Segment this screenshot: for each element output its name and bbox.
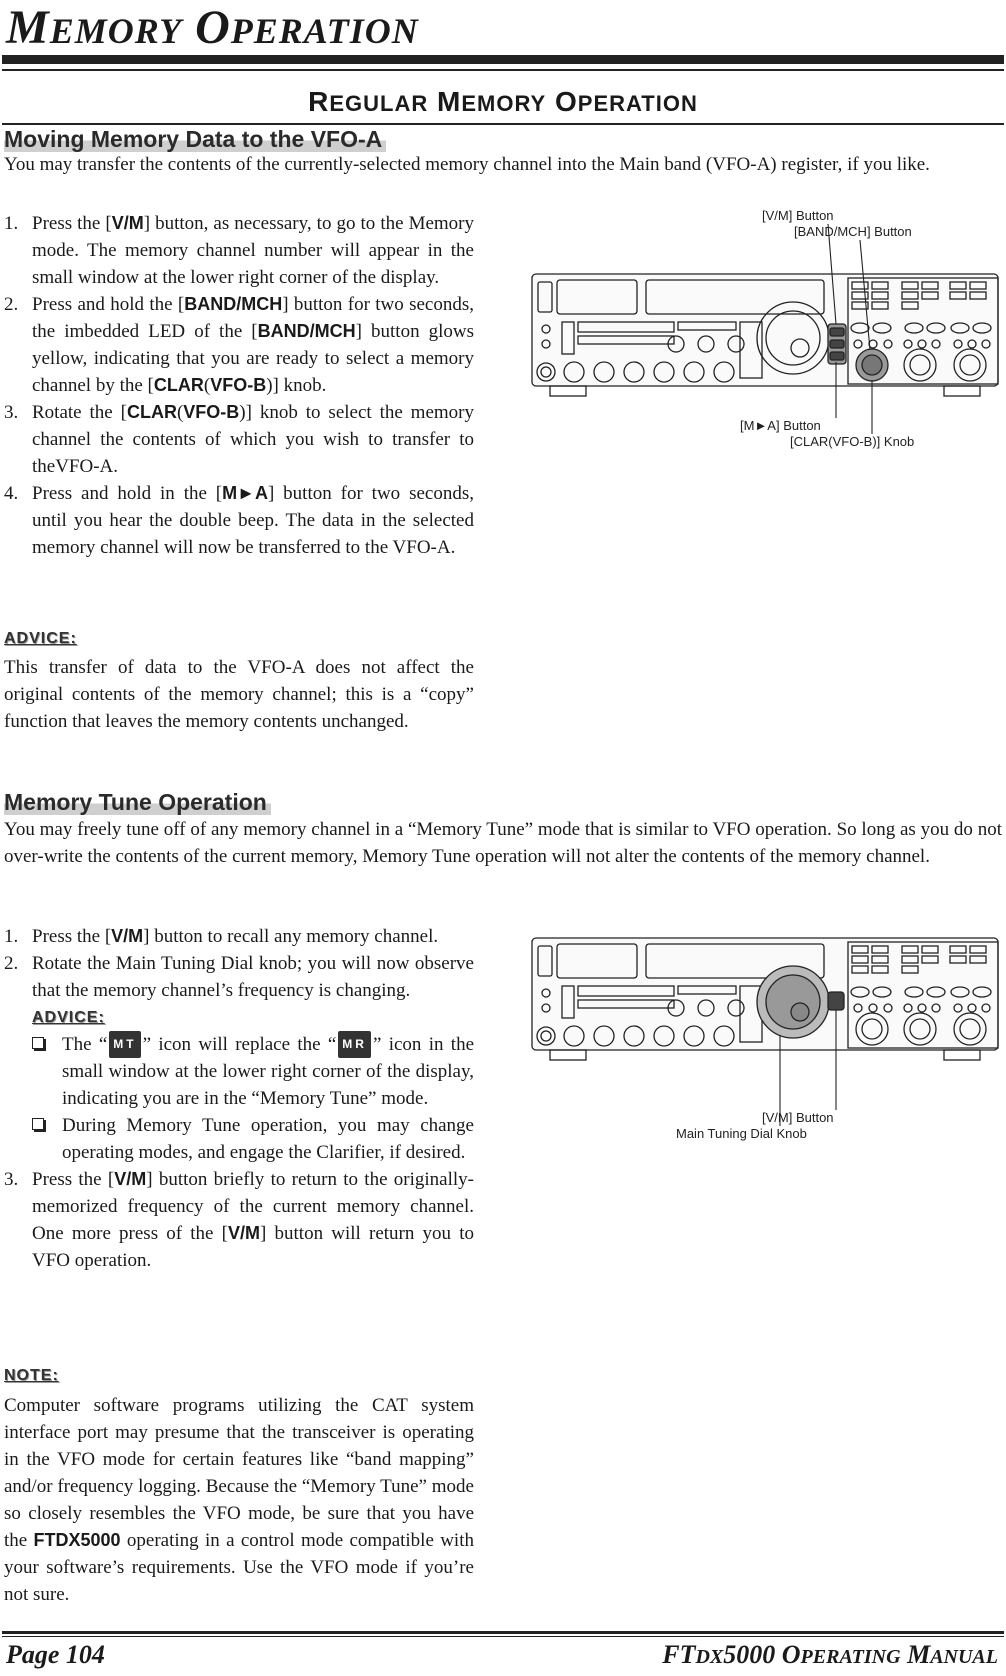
tune-note-text: Computer software programs utilizing the CAT system interface port may presume that the transceiver is operating in the VFO mode for certain features like “band mapping” and/or frequency logging. Because the “Memory Tune” mode so closely resembles the VFO mode, be sure that you have the FTDX5000 operating in a control mode compatible with your software’s requirements. Use the VFO mode if you’re not sure. [4, 1395, 474, 1605]
transceiver-figure-1 [530, 208, 1000, 482]
transceiver-drawing-1 [530, 212, 1000, 482]
checkbox-icon [32, 1118, 44, 1130]
tune-bullet-1: The “ MT ” icon will replace the “ MR ” icon in the small window at the lower right corner of the display, indicating you are in the “Memory Tune” mode. [32, 1031, 474, 1112]
tune-steps-3 [4, 1166, 474, 1274]
page-number: Page 104 [6, 1640, 105, 1669]
moving-step-2: 2. Press and hold the [BAND/MCH] button for two seconds, the imbedded LED of the [BAND/MCH] button glows yellow, indicating that you are ready to select a memory channel by the [CLAR(VFO-B)] knob. [4, 294, 474, 396]
tune-step-1: 1. Press the [V/M] button to recall any memory channel. [4, 926, 439, 947]
tune-note-label: NOTE: [4, 1367, 59, 1384]
mr-icon: MR [338, 1031, 371, 1058]
tune-advice-block [4, 1004, 474, 1166]
section-title: REGULAR MEMORY OPERATION [308, 86, 698, 117]
moving-advice-label: ADVICE: [4, 630, 77, 647]
figure1-vm-label: [V/M] Button [762, 208, 834, 223]
tune-step-2: 2. Rotate the Main Tuning Dial knob; you will now observe that the memory channel’s frequency is changing. [4, 953, 474, 1001]
tune-intro: You may freely tune off of any memory channel in a “Memory Tune” mode that is similar to VFO operation. So long as you do not over-write the contents of the current memory, Memory Tune operation will not alter the contents of the memory channel. [4, 819, 1002, 867]
moving-step-4: 4. Press and hold in the [M►A] button for two seconds, until you hear the double beep. The data in the selected memory channel will now be transferred to the VFO-A. [4, 483, 474, 558]
mt-icon: MT [109, 1031, 140, 1058]
tune-heading: Memory Tune Operation [4, 789, 271, 815]
tune-heading-wrap [4, 789, 271, 815]
moving-step-3: 3. Rotate the [CLAR(VFO-B)] knob to select the memory channel the contents of which you wish to transfer to theVFO-A. [4, 402, 475, 477]
figure1-clar-label: [CLAR(VFO-B)] Knob [790, 434, 915, 449]
tune-steps [4, 923, 474, 1274]
tune-steps-1-2 [4, 923, 474, 1004]
checkbox-icon [32, 1037, 44, 1049]
moving-heading: Moving Memory Data to the VFO-A [4, 126, 386, 152]
moving-advice-text: This transfer of data to the VFO-A does not affect the original contents of the memory channel; this is a “copy” function that leaves the memory contents unchanged. [4, 657, 474, 732]
section-rule [2, 123, 1004, 125]
footer-rule-thin [2, 1636, 1004, 1637]
manual-title: FTDX5000 OPERATING MANUAL [662, 1640, 998, 1669]
footer-rule-thick [2, 1631, 1004, 1634]
moving-step-1: 1. Press the [V/M] button, as necessary, to go to the Memory mode. The memory channel number will appear in the small window at the lower right corner of the display. [4, 213, 475, 288]
figure1-band-label: [BAND/MCH] Button [794, 224, 912, 239]
title-thick-rule [2, 55, 1004, 64]
tune-advice-label: ADVICE: [32, 1009, 105, 1026]
page-title: MEMORY OPERATION [6, 1, 419, 54]
title-thin-rule [2, 69, 1004, 71]
figure1-ma-label: [M►A] Button [740, 418, 821, 433]
moving-steps [4, 210, 474, 561]
transceiver-figure-2 [530, 932, 1000, 1152]
tune-bullet-2: During Memory Tune operation, you may change operating modes, and engage the Clarifier, if desired. [32, 1112, 474, 1166]
moving-intro: You may transfer the contents of the currently-selected memory channel into the Main band (VFO-A) register, if you like. [4, 154, 930, 175]
moving-heading-wrap [4, 126, 386, 152]
figure2-dial-label: Main Tuning Dial Knob [676, 1126, 807, 1141]
tune-step-3: 3. Press the [V/M] button briefly to return to the originally-memorized frequency of the current memory channel. One more press of the [V/M] button will return you to VFO operation. [4, 1169, 474, 1271]
figure2-vm-label: [V/M] Button [762, 1110, 834, 1125]
